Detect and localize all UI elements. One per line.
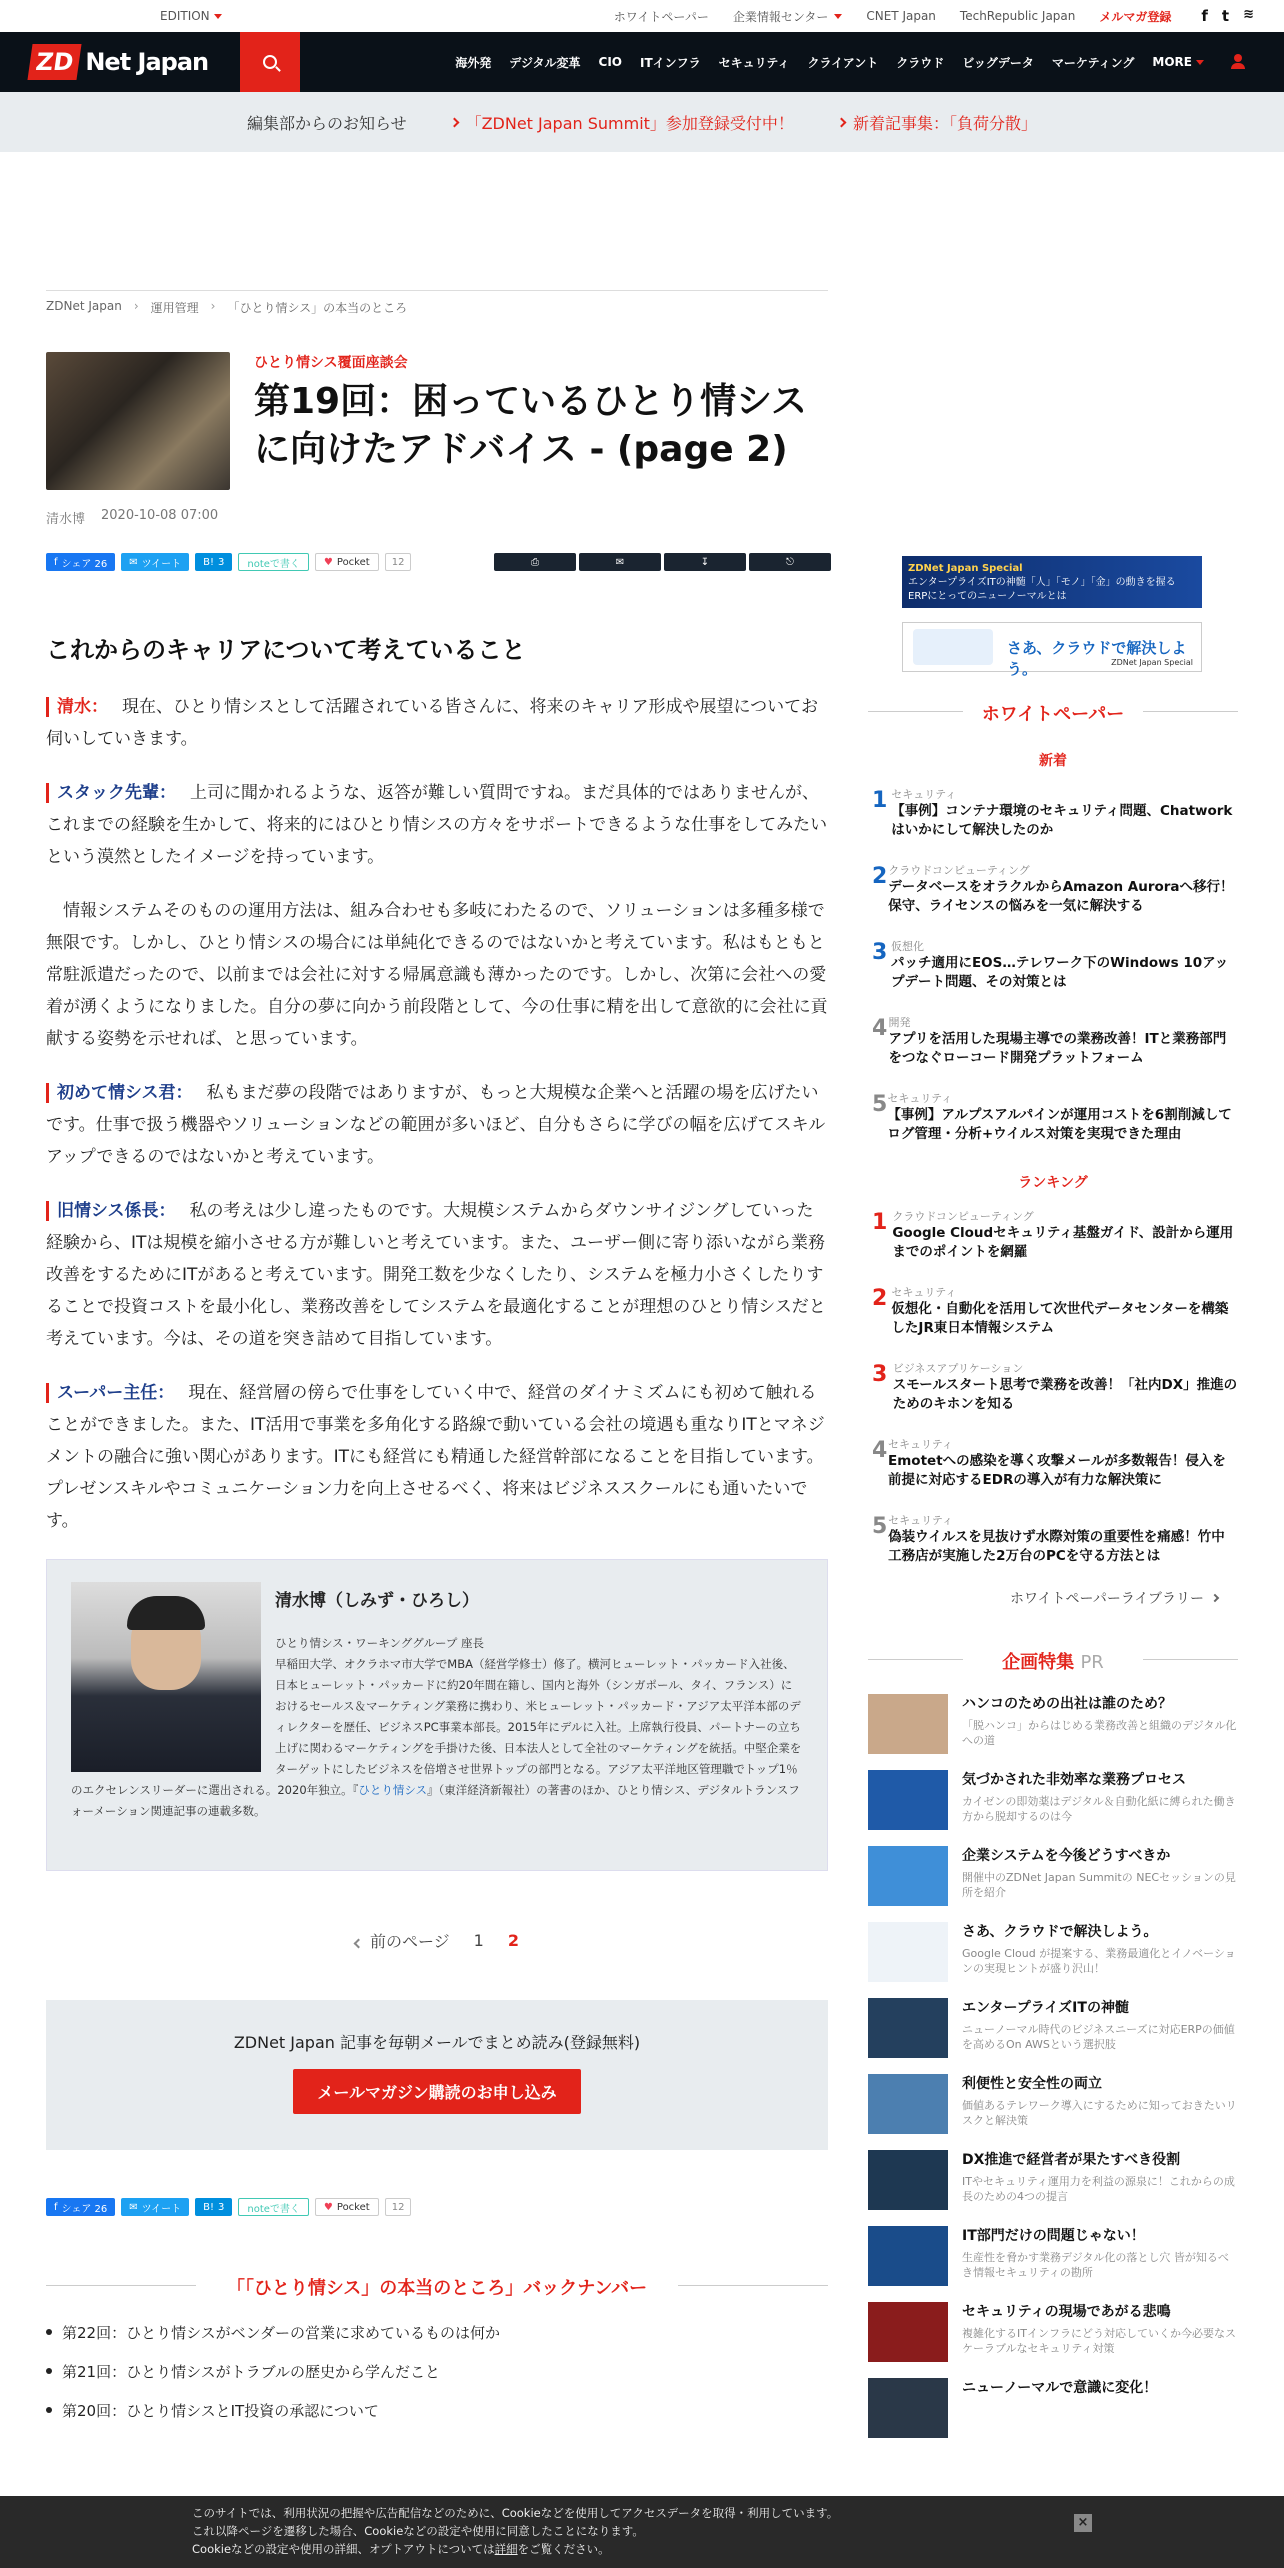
whitepaper-link[interactable]: ホワイトペーパー — [613, 9, 709, 24]
whitepaper-item[interactable] — [868, 1436, 1238, 1494]
caret-down-icon — [1196, 60, 1204, 65]
paragraph-text: 上司に聞かれるような、返答が難しい質問ですね。まだ具体的ではありませんが、これまでの経験を生かして、将来的にはひとり情シスの方々をサポートできるような仕事をしてみたいという漠然としたイメージを持っています。 — [46, 783, 828, 867]
item-title: 偽装ウイルスを見抜けず水際対策の重要性を痛感！竹中工務店が実施した2万台のPCを守る方法とは — [888, 1529, 1225, 1564]
cnet-link[interactable]: CNET Japan — [866, 9, 936, 23]
backnumber-item[interactable] — [46, 2322, 828, 2343]
profile-name: 清水博（しみず・ひろし） — [275, 1591, 479, 1611]
ad-text: さあ、クラウドで解決しよう。 — [1007, 639, 1187, 678]
notice-link-label: 「ZDNet Japan Summit」参加登録受付中！ — [465, 113, 794, 133]
techrepublic-link[interactable]: TechRepublic Japan — [959, 9, 1076, 23]
feature-desc: 開催中のZDNet Japan Summitの NECセッションの見所を紹介 — [962, 1871, 1236, 1899]
current-page: 2 — [507, 1931, 519, 1950]
ranking-title: ランキング — [1018, 1175, 1088, 1191]
paragraph — [46, 691, 828, 755]
chevron-right-icon — [449, 117, 459, 127]
rank-number: 5 — [872, 1514, 888, 1539]
twitter-icon: ✉︎ — [129, 556, 138, 568]
feature-item[interactable] — [868, 1770, 1238, 1830]
company-info-label: 企業情報センター — [732, 9, 829, 24]
item-body — [891, 786, 1238, 844]
whitepaper-item[interactable] — [868, 862, 1238, 920]
whitepaper-library-link[interactable] — [868, 1588, 1238, 1608]
feature-item[interactable] — [868, 1846, 1238, 1906]
backnumber-title: 「「ひとり情シス」の本当のところ」バックナンバー — [46, 2274, 828, 2300]
hatena-bookmark-button[interactable] — [195, 553, 232, 571]
feature-thumbnail — [868, 1846, 948, 1906]
item-title: アプリを活用した現場主導での業務改善！ITと業務部門をつなぐローコード開発プラットフォーム — [888, 1031, 1227, 1066]
print-button[interactable] — [494, 553, 576, 571]
feature-thumbnail — [868, 2150, 948, 2210]
author-profile — [46, 1559, 828, 1871]
pocket-icon: ♥ — [323, 556, 333, 568]
chevron-right-icon — [1211, 1594, 1219, 1602]
note-label: noteで書く — [247, 2203, 300, 2215]
cookie-text: このサイトでは、利用状況の把握や広告配信などのために、Cookieなどを使用してアクセスデータを取得・利用しています。 — [192, 2506, 839, 2520]
feature-body — [962, 1770, 1238, 1830]
notice-link[interactable] — [451, 111, 794, 134]
cookie-banner — [0, 2496, 1284, 2568]
note-button[interactable] — [238, 553, 309, 571]
backnumber-item[interactable] — [46, 2400, 828, 2421]
article-tools — [494, 553, 831, 571]
rank-number: 2 — [872, 1286, 888, 1311]
feature-title-text: 気づかされた非効率な業務プロセス — [962, 1772, 1186, 1788]
backnumber-label: 第20回：ひとり情シスとIT投資の承認について — [62, 2402, 379, 2420]
pocket-label: Pocket — [336, 556, 370, 568]
paragraph-text: 現在、ひとり情シスとして活躍されている皆さんに、将来のキャリア形成や展望についてお伺いしていきます。 — [46, 697, 819, 749]
whitepaper-item[interactable] — [868, 1208, 1238, 1266]
feature-item[interactable] — [868, 2150, 1238, 2210]
facebook-icon: f — [54, 2201, 58, 2213]
notice-label: 編集部からのお知らせ — [247, 113, 407, 133]
item-category: セキュリティ — [887, 1092, 953, 1105]
newsletter-box — [46, 2000, 828, 2150]
page-1-link[interactable]: 1 — [473, 1931, 484, 1950]
feature-desc: ニューノーマル時代のビジネスニーズに対応ERPの価値を高めるOn AWSという選択肢 — [962, 2023, 1235, 2051]
rank-number: 3 — [872, 940, 888, 965]
profile-bio-end: 』（東洋経済新報社）の著書のほか、ひとり情シス、デジタルトランスフォーメーション関連記事の連載多数。 — [71, 1783, 800, 1818]
backnumber-label: 第21回：ひとり情シスがトラブルの歴史から学んだこと — [62, 2363, 441, 2381]
item-title: 【事例】アルプスアルパインが運用コストを6割削減してログ管理・分析+ウイルス対策を実現できた理由 — [887, 1107, 1232, 1142]
item-body — [891, 1284, 1238, 1342]
new-whitepaper-list — [868, 786, 1238, 1148]
series-label[interactable]: ひとり情シス覆面座談会 — [254, 355, 408, 371]
feature-title-text: エンタープライズITの神髄 — [962, 2000, 1129, 2016]
feature-body — [962, 2074, 1238, 2134]
item-body — [888, 1436, 1238, 1494]
rank-number: 4 — [872, 1016, 888, 1041]
item-category: クラウドコンピューティング — [888, 864, 1030, 877]
nav-item[interactable]: クライアント — [807, 55, 879, 70]
speaker-label: スタック先輩： — [46, 783, 176, 803]
item-category: 仮想化 — [890, 940, 924, 953]
rank-number: 3 — [872, 1362, 888, 1387]
notice-link[interactable] — [838, 111, 1037, 134]
nav-item[interactable]: 海外発 — [455, 55, 492, 70]
download-icon: ↧ — [700, 556, 710, 568]
item-body — [888, 862, 1238, 920]
feature-desc: ITやセキュリティ運用力を利益の源泉に！これからの成長のための4つの提言 — [962, 2175, 1235, 2203]
item-title: データベースをオラクルからAmazon Auroraへ移行！保守、ライセンスの悩みを一気に解決する — [888, 879, 1234, 914]
feature-item[interactable] — [868, 2378, 1238, 2438]
whitepaper-item[interactable] — [868, 1284, 1238, 1342]
sidebar — [868, 556, 1238, 2454]
facebook-icon[interactable]: f — [1201, 7, 1208, 25]
item-title: 【事例】コンテナ環境のセキュリティ問題、Chatworkはいかにして解決したのか — [891, 803, 1233, 838]
facebook-share-label: シェア 26 — [61, 558, 108, 570]
newsletter-signup-button[interactable]: メールマガジン購読のお申し込み — [293, 2069, 580, 2114]
ad-line: ERPにとってのニューノーマルとは — [908, 591, 1067, 602]
mail-icon: ✉ — [615, 556, 625, 568]
item-title: Emotetへの感染を導く攻撃メールが多数報告！侵入を前提に対応するEDRの導入が有力な解決策に — [888, 1453, 1226, 1488]
article-thumbnail — [46, 352, 230, 490]
new-title: 新着 — [1039, 753, 1067, 769]
item-body — [887, 1090, 1238, 1148]
cookie-text-part: Cookieなどの設定や使用の詳細、オプトアウトについては — [192, 2542, 495, 2556]
feature-title-text: 企業システムを今後どうすべきか — [962, 1848, 1171, 1864]
item-title: スモールスタート思考で業務を改善！「社内DX」推進のためのキホンを知る — [892, 1377, 1238, 1412]
social-links — [1201, 7, 1254, 25]
search-icon — [263, 55, 277, 69]
ad-banner-erp[interactable] — [902, 556, 1202, 608]
utility-bar — [0, 0, 1284, 32]
notice-bar — [0, 92, 1284, 152]
item-category: セキュリティ — [888, 1438, 953, 1451]
speaker-label: 清水： — [46, 697, 108, 717]
item-category: ビジネスアプリケーション — [892, 1362, 1024, 1375]
paragraph — [46, 777, 828, 873]
whitepaper-item[interactable] — [868, 1090, 1238, 1148]
profile-role: ひとり情シス・ワーキンググループ 座長 — [275, 1636, 485, 1650]
chevron-right-icon — [836, 117, 846, 127]
facebook-share-button[interactable] — [46, 2198, 115, 2216]
feature-title-text: ハンコのための出社は誰のため？ — [962, 1696, 1172, 1712]
feature-title-text: ニューノーマルで意識に変化！ — [962, 2380, 1158, 2396]
rank-number: 5 — [872, 1092, 888, 1117]
feature-item[interactable] — [868, 1694, 1238, 1754]
tweet-button[interactable] — [121, 2198, 189, 2216]
pr-label: PR — [1080, 1652, 1104, 1673]
speaker-label: スーパー主任： — [46, 1383, 174, 1403]
main-nav — [455, 32, 1204, 92]
tweet-label: ツイート — [141, 558, 182, 570]
notice-link-label: 新着記事集：「負荷分散」 — [852, 113, 1037, 133]
site-header — [0, 32, 1284, 92]
feature-body — [962, 1998, 1238, 2058]
pocket-button[interactable] — [315, 2198, 379, 2216]
paragraph — [46, 1195, 828, 1355]
breadcrumb-separator: › — [210, 299, 216, 313]
speaker-label: 初めて情シス君： — [46, 1083, 193, 1103]
tweet-button[interactable] — [121, 553, 189, 571]
nav-more[interactable] — [1152, 55, 1204, 69]
cookie-details-link[interactable]: 詳細 — [494, 2542, 518, 2556]
feature-item[interactable] — [868, 1998, 1238, 2058]
feature-thumbnail — [868, 2378, 948, 2438]
ranking-list — [868, 1208, 1238, 1570]
breadcrumb-item[interactable]: 「ひとり情シス」の本当のところ — [227, 301, 408, 315]
feature-item[interactable] — [868, 2226, 1238, 2286]
feature-title-text: 利便性と安全性の両立 — [962, 2076, 1102, 2092]
rank-number: 2 — [872, 864, 888, 889]
download-button[interactable] — [664, 553, 746, 571]
feature-body — [962, 1846, 1238, 1906]
rss-icon[interactable]: ≋ — [1243, 7, 1254, 22]
speaker-label: 旧情シス係長： — [46, 1201, 176, 1221]
feature-title — [868, 1648, 1238, 1674]
feature-item[interactable] — [868, 2074, 1238, 2134]
hatena-icon: B! — [203, 2201, 215, 2213]
cloud-illustration — [913, 629, 993, 665]
item-body — [893, 1360, 1238, 1418]
whitepaper-item[interactable] — [868, 938, 1238, 996]
nav-item[interactable]: ビッグデータ — [962, 55, 1034, 70]
edition-selector[interactable] — [160, 9, 222, 23]
pocket-count: 12 — [385, 553, 412, 571]
backnumber-list — [46, 2322, 828, 2421]
item-body — [891, 938, 1238, 996]
cookie-text: これ以降ページを遷移した場合、Cookieなどの設定や使用に同意したことになります。 — [192, 2524, 644, 2538]
whitepaper-item[interactable] — [868, 1512, 1238, 1570]
prev-page-link[interactable] — [355, 1929, 450, 1952]
note-label: noteで書く — [247, 558, 300, 570]
whitepaper-item[interactable] — [868, 786, 1238, 844]
pocket-icon: ♥ — [323, 2201, 333, 2213]
feature-thumbnail — [868, 1922, 948, 1982]
breadcrumb-separator: › — [133, 299, 139, 313]
feature-body — [962, 1922, 1238, 1982]
cookie-text — [192, 2540, 1284, 2558]
item-category: クラウドコンピューティング — [892, 1210, 1034, 1223]
backnumber-label: 第22回：ひとり情シスがベンダーの営業に求めているものは何か — [62, 2324, 501, 2342]
feature-desc: 複雑化するITインフラにどう対応していくか今必要なスケーラブルなセキュリティ対策 — [962, 2327, 1236, 2355]
item-category: セキュリティ — [891, 1286, 957, 1299]
nav-item[interactable]: セキュリティ — [718, 55, 790, 70]
facebook-share-button[interactable] — [46, 553, 115, 571]
paragraph-text: 私の考えは少し違ったものです。大規模システムからダウンサイジングしていった経験から、ITは規模を縮小させる方が難しいと考えています。また、ユーザー側に寄り添いながら業務改善をするためにITがあると考えています。開発工数を少なくしたり、システムを極力小さくしたりすることで投資コストを最小化し、業務改善をしてシステムを最適化することが理想のひとり情シスだと考えています。今は、その道を突き詰めて目指しています。 — [46, 1201, 826, 1349]
edition-label: EDITION — [160, 9, 210, 23]
item-body — [888, 1512, 1238, 1570]
rank-number: 4 — [872, 1438, 888, 1463]
section-heading: これからのキャリアについて考えていること — [46, 636, 526, 664]
newsletter-text: ZDNet Japan 記事を毎朝メールでまとめ読み(登録無料) — [233, 2033, 641, 2052]
feature-thumbnail — [868, 1998, 948, 2058]
book-link[interactable]: ひとり情シス — [358, 1783, 428, 1797]
nav-item[interactable]: マーケティング — [1051, 55, 1135, 70]
twitter-icon[interactable]: t — [1221, 7, 1230, 25]
rank-number: 1 — [872, 1210, 888, 1235]
nav-item[interactable]: ITインフラ — [640, 55, 701, 70]
search-button[interactable] — [240, 32, 300, 92]
item-title: Google Cloudセキュリティ基盤ガイド、設計から運用までのポイントを網羅 — [892, 1225, 1234, 1260]
nav-item[interactable]: クラウド — [896, 55, 945, 70]
breadcrumb-item[interactable]: ZDNet Japan — [46, 299, 122, 313]
mail-button[interactable] — [579, 553, 661, 571]
feature-body — [962, 1694, 1238, 1754]
library-label: ホワイトペーパーライブラリー — [1009, 1591, 1204, 1607]
feature-list — [868, 1694, 1238, 2438]
feature-desc: 「脱ハンコ」からはじめる業務改善と組織のデジタル化への道 — [962, 1719, 1237, 1747]
clip-button[interactable] — [749, 553, 831, 571]
note-button[interactable] — [238, 2198, 309, 2216]
byline — [46, 508, 218, 527]
item-body — [889, 1014, 1239, 1072]
prev-page-label: 前のページ — [369, 1932, 450, 1951]
paragraph-text: 私もまだ夢の段階ではありますが、もっと大規模な企業へと活躍の場を広げたいです。仕事で扱う機器やソリューションなどの範囲が多いほど、自分もさらに学びの幅を広げてスキルアップできるのではないかと考えています。 — [46, 1083, 826, 1167]
ad-line: エンタープライズITの神髄「人」「モノ」「金」の動きを握る — [908, 577, 1176, 588]
chevron-left-icon — [354, 1939, 364, 1949]
tweet-label: ツイート — [141, 2203, 182, 2215]
breadcrumb-item[interactable]: 運用管理 — [150, 301, 199, 315]
rank-number: 1 — [872, 788, 888, 813]
site-logo[interactable] — [30, 38, 220, 86]
printer-icon: ⎙ — [531, 556, 539, 568]
item-title: 仮想化・自動化を活用して次世代データセンターを構築したJR東日本情報システム — [891, 1301, 1229, 1336]
feature-title-text: DX推進で経営者が果たすべき役割 — [962, 2152, 1181, 2168]
feature-title-label: 企画特集 — [1002, 1652, 1075, 1673]
feature-item[interactable] — [868, 1922, 1238, 1982]
pocket-count: 12 — [385, 2198, 412, 2216]
nav-more-label: MORE — [1152, 55, 1192, 69]
item-category: セキュリティ — [891, 788, 957, 801]
cookie-text-part: をご覧ください。 — [517, 2542, 610, 2556]
clip-icon: ⎋ — [786, 556, 794, 568]
item-category: 開発 — [888, 1016, 911, 1029]
caret-down-icon — [834, 14, 842, 19]
author-photo — [71, 1582, 261, 1772]
hatena-count: 3 — [218, 2201, 225, 2213]
hatena-bookmark-button[interactable] — [195, 2198, 232, 2216]
user-icon[interactable] — [1230, 54, 1246, 70]
paragraph-text: 現在、経営層の傍らで仕事をしていく中で、経営のダイナミズムにも初めて触れることができました。また、IT活用で事業を多角化する路線で動いている会社の境遇も重なりITとマネジメントの融合に強い関心があります。ITにも経営にも精通した経営幹部になることを目指しています。プレゼンスキルやコミュニケーション力を向上させるべく、将来はビジネススクールにも通いたいです。 — [46, 1383, 825, 1531]
hatena-count: 3 — [218, 556, 225, 568]
ad-banner-cloud[interactable] — [902, 622, 1202, 678]
nav-item[interactable]: デジタル変革 — [509, 55, 581, 70]
close-icon[interactable]: × — [1074, 2514, 1092, 2532]
feature-title-text: さあ、クラウドで解決しよう。 — [962, 1924, 1158, 1940]
share-bar — [46, 553, 411, 571]
pocket-label: Pocket — [336, 2201, 370, 2213]
article-title: 第19回：困っているひとり情シスに向けたアドバイス - (page 2) — [254, 381, 808, 470]
feature-thumbnail — [868, 1770, 948, 1830]
publish-date: 2020-10-08 07:00 — [101, 508, 219, 523]
facebook-share-label: シェア 26 — [61, 2203, 108, 2215]
feature-thumbnail — [868, 2302, 948, 2362]
paragraph — [46, 1377, 828, 1537]
feature-thumbnail — [868, 1694, 948, 1754]
share-bar-bottom — [46, 2198, 828, 2216]
feature-desc: カイゼンの即効薬はデジタル＆自動化紙に縛られた働き方から脱却するのは今 — [962, 1795, 1236, 1823]
profile-bio: 早稲田大学、オクラホマ市大学でMBA（経営学修士）修了。横河ヒューレット・パッカード入社後、日本ヒューレット・パッカードに約20年間在籍し、国内と海外（シンガポール、タイ、フランス）におけるセールス＆マーケティング業務に携わり、米ヒューレット・パッカード・アジア太平洋本部のディレクターを歴任、ビジネスPC事業本部長。2015年にデルに入社。上席執行役員、パートナーの立ち上げに関わるマーケティングを手掛けた後、日本法人として全社のマーケティングを統括。中堅企業をターゲットにしたビジネスを倍増させ世界トップの部門となる。アジア太平洋地区管理職でトップ1％のエクセレンスリーダーに選出される。2020年独立。『 — [71, 1657, 802, 1797]
item-category: セキュリティ — [888, 1514, 953, 1527]
feature-desc: 価値あるテレワーク導入にするために知っておきたいリスクと解決策 — [962, 2099, 1237, 2127]
ad-line: ZDNet Japan Special — [908, 563, 1023, 574]
twitter-icon: ✉︎ — [129, 2201, 138, 2213]
hatena-icon: B! — [203, 556, 215, 568]
facebook-icon: f — [54, 556, 58, 568]
logo-zd: ZD — [27, 44, 81, 80]
feature-body — [962, 2150, 1238, 2210]
whitepaper-title: ホワイトペーパー — [868, 700, 1238, 726]
paragraph: 情報システムそのものの運用方法は、組み合わせも多岐にわたるので、ソリューションは多種多様で無限です。しかし、ひとり情シスの場合には単純化できるのではないかと考えています。私はもともと常駐派遣だったので、以前までは会社に対する帰属意識も薄かったのです。しかし、次第に会社への愛着が湧くようになりました。自分の夢に向かう前段階として、今の仕事に精を出して意欲的に会社に貢献する姿勢を示せれば、と思っています。 — [46, 901, 828, 1049]
item-title: パッチ適用にEOS…テレワーク下のWindows 10アップデート問題、その対策とは — [890, 955, 1229, 990]
newsletter-link[interactable]: メルマガ登録 — [1099, 9, 1172, 24]
breadcrumb — [46, 290, 828, 316]
whitepaper-item[interactable] — [868, 1360, 1238, 1418]
feature-title-text: IT部門だけの問題じゃない！ — [962, 2228, 1145, 2244]
feature-desc: Google Cloud が提案する、業務最適化とイノベーションの実現ヒントが盛り沢山！ — [962, 1947, 1236, 1975]
feature-thumbnail — [868, 2226, 948, 2286]
feature-body — [962, 2378, 1157, 2438]
caret-down-icon — [214, 14, 222, 19]
whitepaper-item[interactable] — [868, 1014, 1238, 1072]
logo-text: Net Japan — [85, 48, 209, 76]
pocket-button[interactable] — [315, 553, 379, 571]
article-body — [46, 630, 828, 2439]
backnumber-item[interactable] — [46, 2361, 828, 2382]
author: 清水博 — [46, 512, 86, 527]
company-info-link[interactable] — [733, 8, 843, 25]
pagination — [46, 1929, 828, 1952]
nav-item[interactable]: CIO — [598, 55, 623, 69]
feature-thumbnail — [868, 2074, 948, 2134]
feature-body — [962, 2302, 1238, 2362]
feature-body — [962, 2226, 1238, 2286]
feature-desc: 生産性を脅かす業務デジタル化の落とし穴 皆が知るべき情報セキュリティの勘所 — [962, 2251, 1229, 2279]
feature-item[interactable] — [868, 2302, 1238, 2362]
item-body — [892, 1208, 1238, 1266]
utility-links — [614, 7, 1254, 25]
ad-small: ZDNet Japan Special — [1111, 658, 1193, 667]
paragraph — [46, 1077, 828, 1173]
feature-title-text: セキュリティの現場であがる悲鳴 — [962, 2304, 1171, 2320]
